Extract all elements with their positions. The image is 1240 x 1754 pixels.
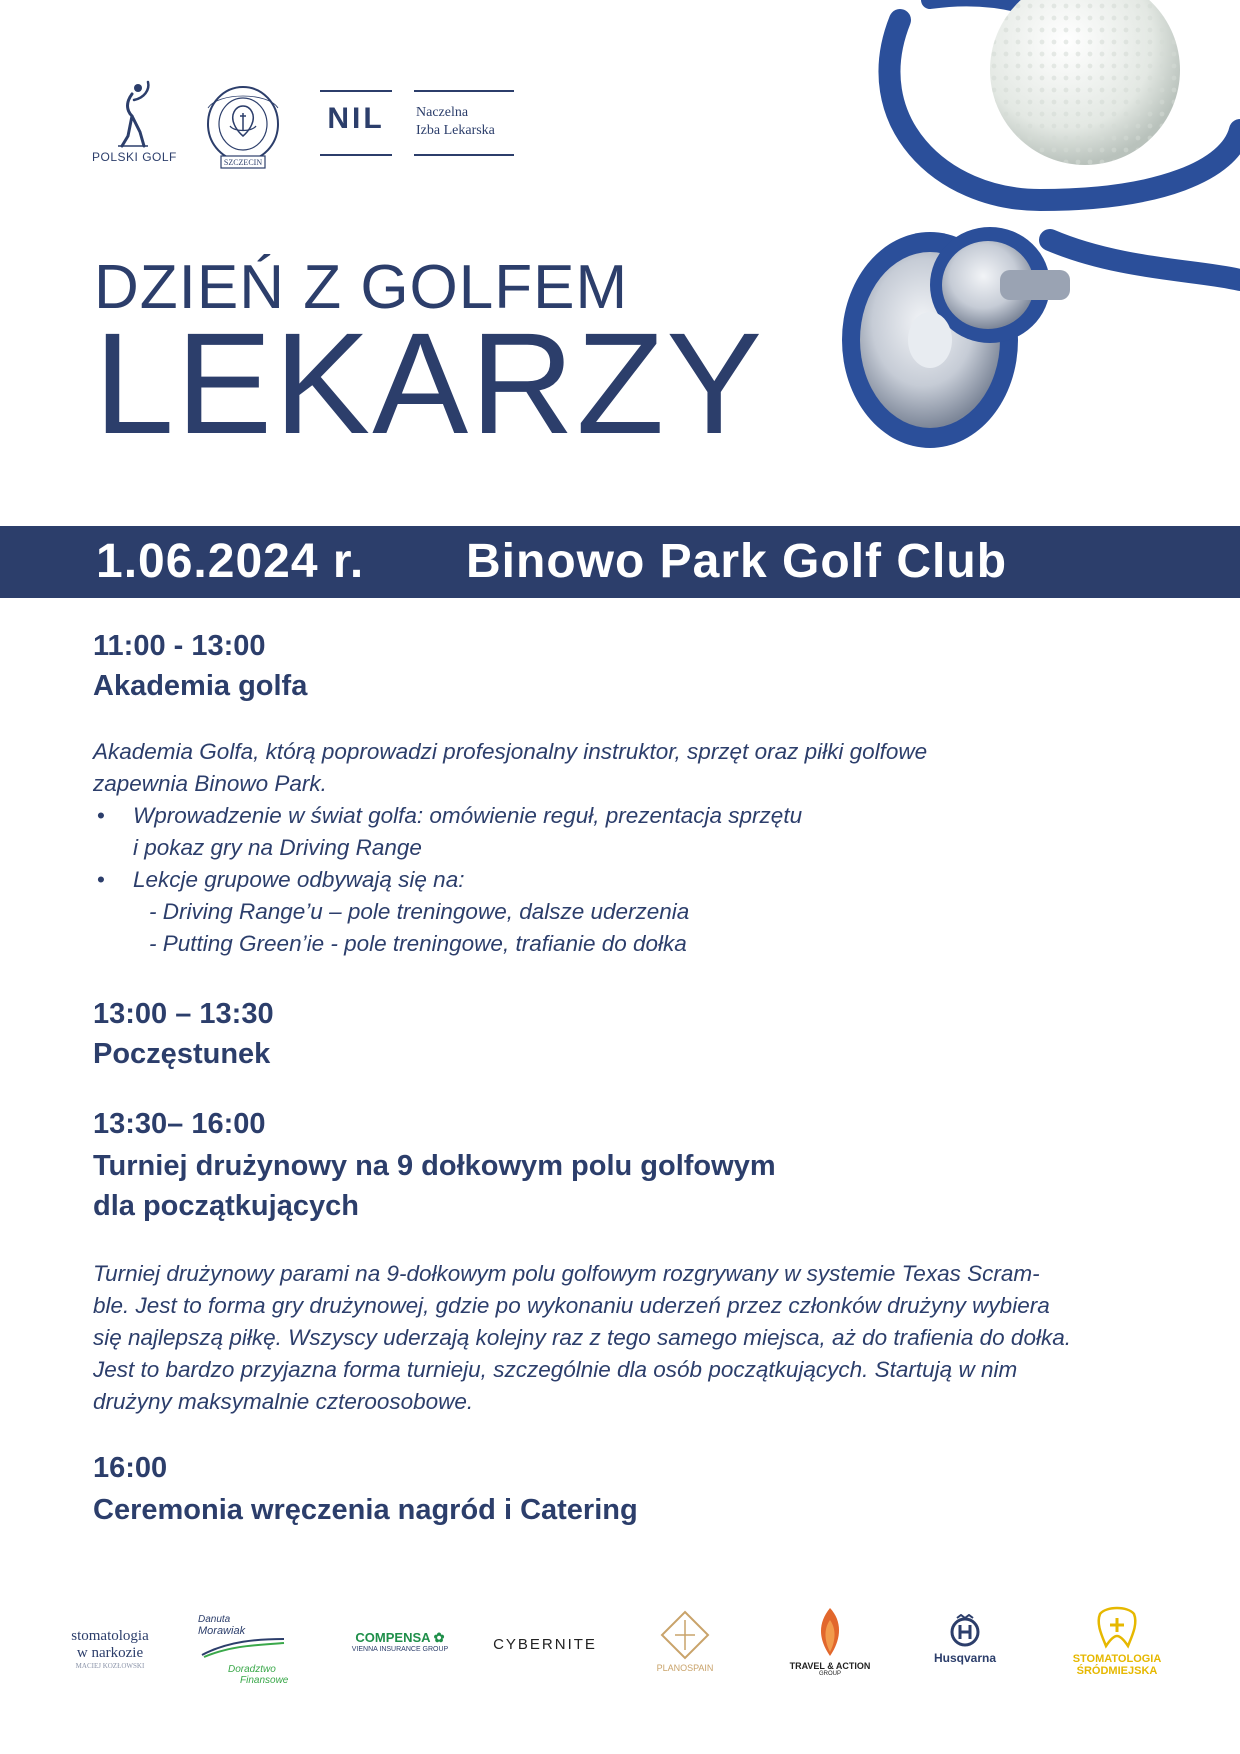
list-item: • Lekcje grupowe odbywają się na: [93, 864, 1153, 896]
poster-title-line1: DZIEŃ Z GOLFEM [94, 253, 629, 322]
sponsor-stomatologia-w-narkozie: stomatologia w narkozie MACIEJ KOZŁOWSKI [71, 1628, 149, 1670]
agenda-desc-3: Turniej drużynowy parami na 9-dołkowym polu golfowym rozgrywany w systemie Texas Scram- ble. Jest to forma gry drużynowej, gdzie po wykonaniu uderzeń przez członków drużyny wybiera się najlepszą piłkę. Wszyscy uderzają kolejny raz z tego samego miejsca, aż do trafienia do dołka. Jest to bardzo przyjazna forma turnieju, szczególnie dla osób początkujących. Startują w nim drużyny maksymalnie czteroosobowe. [93, 1261, 1071, 1414]
event-date: 1.06.2024 r. [96, 535, 365, 588]
nil-logo-name: Naczelna Izba Lekarska [416, 105, 495, 138]
sponsor-danuta-morawiak: Danuta Morawiak Doradztwo Finansowe [198, 1614, 289, 1686]
agenda-title-1: Akademia golfa [93, 670, 308, 702]
tooth-cross-icon [1094, 1606, 1140, 1650]
list-item: • Wprowadzenie w świat golfa: omówienie reguł, prezentacja sprzętu i pokaz gry na Driving Range [93, 800, 1153, 864]
sponsor-travel-action: TRAVEL & ACTION GROUP [775, 1606, 885, 1677]
sponsor-planospain: PLANOSPAIN [645, 1610, 725, 1673]
flame-icon [815, 1606, 845, 1658]
agenda-time-2: 13:00 – 13:30 [93, 998, 274, 1030]
oil-szczecin-seal-icon [204, 86, 282, 172]
planospain-diamond-icon [660, 1610, 710, 1660]
agenda-time-1: 11:00 - 13:00 [93, 630, 266, 662]
sponsor-cybernite: CYBERNITE [493, 1636, 597, 1653]
nil-logo-abbr: NIL [327, 102, 385, 135]
agenda-title-4: Ceremonia wręczenia nagród i Catering [93, 1494, 638, 1526]
svg-text:SZCZECIN: SZCZECIN [223, 158, 263, 167]
agenda-desc-1: Akademia Golfa, którą poprowadzi profesjonalny instruktor, sprzęt oraz piłki golfowe zapewnia Binowo Park. • Wprowadzenie w świat golfa: omówienie reguł, prezentacja sprzętu i pokaz gry na Driving Range • Lekcje grupowe odbywają się na: - Driving Range’u – pole treningowe, dalsze uderzenia - Putting Green’ie - pole treningowe, trafianie do dołka [93, 736, 1153, 960]
sponsor-compensa: COMPENSA ✿ VIENNA INSURANCE GROUP [351, 1630, 449, 1653]
poster-title-line2: LEKARZY [94, 303, 765, 464]
husqvarna-crown-icon [949, 1614, 981, 1648]
agenda-time-3: 13:30– 16:00 [93, 1108, 266, 1140]
agenda-time-4: 16:00 [93, 1452, 168, 1484]
sponsor-stomatologia-srodmiejska: STOMATOLOGIA ŚRÓDMIEJSKA [1052, 1606, 1182, 1677]
swoosh-icon [198, 1637, 288, 1659]
stethoscope-golf-ball-illustration [820, 0, 1240, 490]
event-venue: Binowo Park Golf Club [466, 535, 1008, 588]
compensa-flower-icon: ✿ [433, 1630, 445, 1645]
polski-golf-logo-text: POLSKI GOLF [92, 150, 177, 164]
agenda-title-3: Turniej drużynowy na 9 dołkowym polu golfowym dla początkujących [93, 1150, 776, 1222]
sponsor-husqvarna: Husqvarna [920, 1614, 1010, 1665]
agenda-title-2: Poczęstunek [93, 1038, 271, 1070]
